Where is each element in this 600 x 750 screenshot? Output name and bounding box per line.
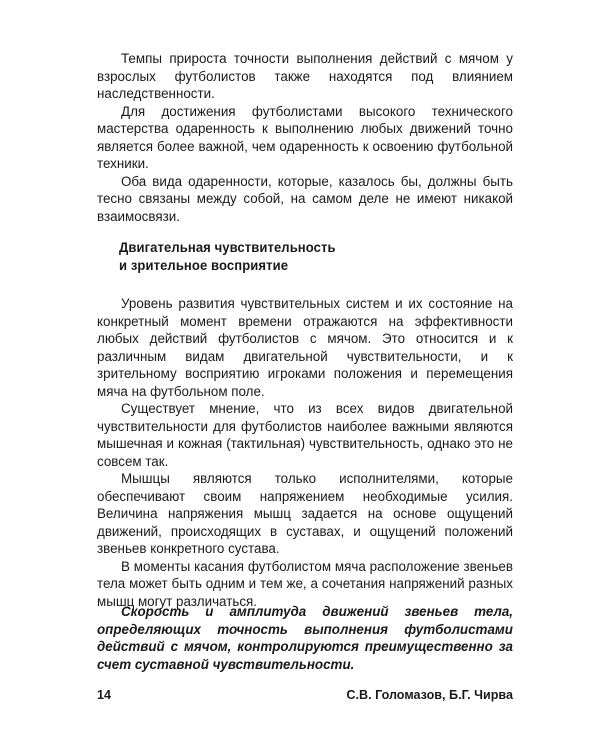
paragraph: Мышцы являются только исполнителями, которые обеспечивают своим напряжением необходимые усилия. Величина напряжения мышц задается на основе ощущений движений, происходящих в суставах, и ощущений положений звеньев конкретного сустава. — [97, 471, 513, 556]
paragraph: Для достижения футболистами высокого технического мастерства одаренность к выполнению любых движений точно является более важной, чем одаренность к освоению футбольной техники. — [97, 103, 513, 171]
footer-authors: С.В. Голомазов, Б.Г. Чирва — [346, 688, 513, 702]
paragraph: Темпы прироста точности выполнения действий с мячом у взрослых футболистов также находятся под влиянием наследственности. — [97, 51, 513, 101]
section-text-block — [97, 295, 513, 610]
paragraph: Уровень развития чувствительных систем и их состояние на конкретный момент времени отражаются на эффективности любых действий футболистов с мячом. Это относится и к различным видам двигательной чувствительности, и к зрительному восприятию игроками положения и перемещения мяча на футбольном поле. — [97, 296, 513, 399]
paragraph: Оба вида одаренности, которые, казалось бы, должны быть тесно связаны между собой, на самом деле не имеют никакой взаимосвязи. — [97, 173, 513, 224]
page-number: 14 — [97, 688, 112, 702]
emphasis-paragraph: Скорость и амплитуда движений звеньев тела, определяющих точность выполнения футболистами действий с мячом, контролируются преимущественно за счет суставной чувствительности. — [97, 604, 513, 672]
page-footer — [97, 686, 513, 704]
paragraph: Существует мнение, что из всех видов двигательной чувствительности для футболистов наиболее важными являются мышечная и кожная (тактильная) чувствительность, однако это не совсем так. — [97, 401, 513, 469]
section-heading-line-1: Двигательная чувствительность — [119, 240, 336, 256]
section-heading — [119, 239, 469, 275]
top-text-block — [97, 50, 513, 225]
paragraph: В моменты касания футболистом мяча расположение звеньев тела может быть одним и тем же, а сочетания напряжений разных мышц могут различаться. — [97, 558, 513, 609]
section-heading-line-2: и зрительное восприятие — [119, 258, 289, 274]
